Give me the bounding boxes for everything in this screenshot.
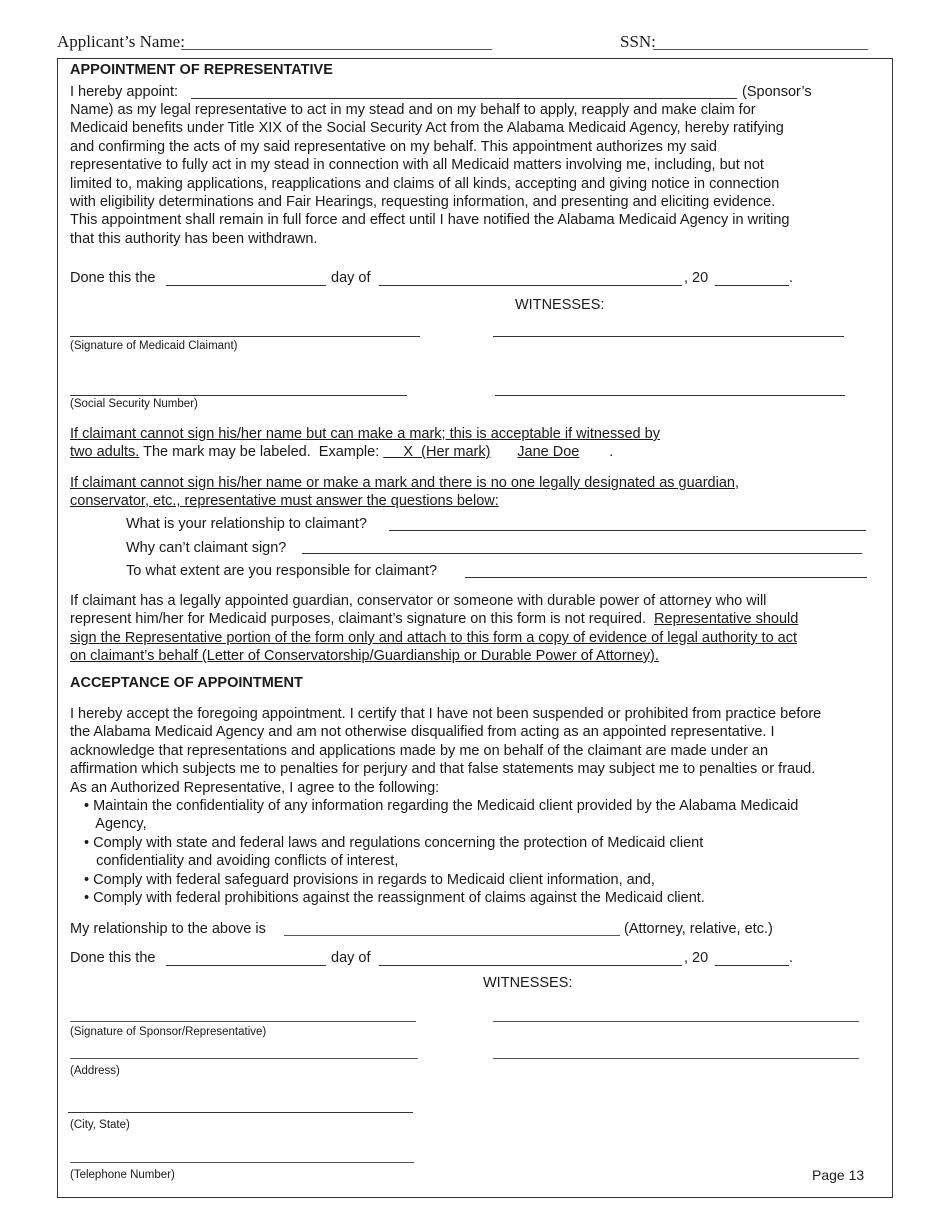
year-prefix: , 20 (684, 270, 709, 286)
guardian-line-2-plain: represent him/her for Medicaid purposes, claimant’s signature on this form is not required. (70, 611, 655, 627)
done-this-label: Done this the (70, 270, 156, 286)
mark-line-2-rest: The mark may be labeled. Example: (139, 444, 384, 460)
sponsor-signature-field[interactable] (70, 1021, 416, 1022)
relationship-answer-field[interactable] (389, 530, 866, 531)
appointment-title: APPOINTMENT OF REPRESENTATIVE (70, 62, 333, 78)
acceptance-body (70, 705, 821, 797)
acceptance-line: I hereby accept the foregoing appointment. I certify that I have not been suspended or prohibited from practice before (70, 706, 822, 722)
acceptance-line: As an Authorized Representative, I agree to the following: (70, 779, 440, 796)
example-name (517, 443, 609, 461)
question-why-cant-sign: Why can’t claimant sign? (126, 540, 287, 556)
appointment-line: that this authority has been withdrawn. (70, 230, 318, 247)
city-state-field[interactable] (68, 1112, 413, 1113)
example-name-text: Jane Doe (517, 444, 580, 460)
address-caption: (Address) (70, 1065, 120, 1077)
year-field-2[interactable] (715, 965, 789, 966)
bullet-item-cont: Agency, (84, 816, 147, 833)
telephone-field[interactable] (70, 1162, 414, 1163)
witness-1-signature-field[interactable] (493, 336, 844, 337)
acceptance-line: affirmation which subjects me to penalties for perjury and that false statements may subject me to penalties or fraud. (70, 761, 816, 778)
ssn-label: SSN: (620, 32, 656, 51)
guardian-line-4: on claimant’s behalf (Letter of Conservatorship/Guardianship or Durable Power of Attorney). (70, 648, 659, 664)
guardian-line-2-underlined: Representative should (654, 611, 799, 627)
bullet-item-cont: confidentiality and avoiding conflicts of interest, (84, 853, 399, 870)
day-of-label: day of (331, 270, 371, 286)
extent-answer-field[interactable] (465, 577, 867, 578)
appointment-line: and confirming the acts of my said representative on my behalf. This appointment authorizes my said (70, 138, 717, 155)
question-extent: To what extent are you responsible for claimant? (126, 563, 438, 579)
guardian-line-2 (70, 610, 798, 628)
why-cant-sign-field[interactable] (302, 553, 862, 554)
hereby-appoint-label: I hereby appoint: (70, 84, 179, 100)
bullet-item: • Comply with federal prohibitions against the reassignment of claims against the Medicaid client. (84, 890, 705, 907)
address-field[interactable] (70, 1058, 418, 1059)
month-field[interactable] (379, 285, 682, 286)
claimant-signature-caption: (Signature of Medicaid Claimant) (70, 340, 238, 352)
year-prefix-2: , 20 (684, 950, 709, 966)
acceptance-title: ACCEPTANCE OF APPOINTMENT (70, 675, 303, 691)
period: . (789, 270, 794, 286)
page-number: Page 13 (812, 1167, 865, 1183)
witness-3-signature-field[interactable] (493, 1021, 859, 1022)
no-guardian-line-2: conservator, etc., representative must answer the questions below: (70, 493, 499, 509)
applicant-name-label: Applicant’s Name: (57, 32, 185, 51)
relationship-suffix: (Attorney, relative, etc.) (624, 921, 773, 937)
sponsor-signature-caption: (Signature of Sponsor/Representative) (70, 1026, 267, 1038)
guardian-line-1: If claimant has a legally appointed guardian, conservator or someone with durable power of attorney who will (70, 593, 767, 609)
sponsor-name-field[interactable] (191, 98, 737, 99)
bullet-item: • Comply with federal safeguard provisions in regards to Medicaid client information, and, (84, 871, 655, 888)
witnesses-label: WITNESSES: (515, 297, 605, 313)
appointment-line: representative to fully act in my stead in connection with all Medicaid matters involving me, including, but not (70, 157, 764, 174)
claimant-signature-field[interactable] (70, 336, 420, 337)
question-relationship: What is your relationship to claimant? (126, 516, 367, 532)
guardian-line-3: sign the Representative portion of the form only and attach to this form a copy of evidence of legal authority to act (70, 630, 798, 646)
appointment-line: Name) as my legal representative to act in my stead and on my behalf to apply, reapply and make claim for (70, 102, 756, 118)
done-this-label-2: Done this the (70, 950, 156, 966)
acceptance-bullets (84, 797, 798, 907)
appointment-line: with eligibility determinations and Fair Hearings, requesting information, and presenting and eliciting evidence. (70, 194, 776, 211)
relationship-label: My relationship to the above is (70, 921, 266, 937)
day-field[interactable] (166, 285, 326, 286)
year-field[interactable] (715, 285, 789, 286)
applicant-name-field[interactable] (181, 49, 492, 50)
period-2: . (789, 950, 794, 966)
example-end: . (609, 444, 614, 460)
witnesses-label-2: WITNESSES: (483, 975, 573, 991)
appointment-line: This appointment shall remain in full force and effect until I have notified the Alabama Medicaid Agency in writing (70, 212, 790, 229)
ssn-field[interactable] (653, 49, 868, 50)
telephone-caption: (Telephone Number) (70, 1169, 175, 1181)
bullet-item: • Comply with state and federal laws and regulations concerning the protection of Medicaid client (84, 834, 704, 851)
bullet-item: • Maintain the confidentiality of any information regarding the Medicaid client provided by the Alabama Medicaid (84, 798, 799, 814)
city-state-caption: (City, State) (70, 1119, 130, 1131)
day-field-2[interactable] (166, 965, 326, 966)
day-of-label-2: day of (331, 950, 371, 966)
witness-4-signature-field[interactable] (493, 1058, 859, 1059)
no-guardian-line-1: If claimant cannot sign his/her name or make a mark and there is no one legally designated as guardian, (70, 475, 739, 491)
acceptance-line: the Alabama Medicaid Agency and am not otherwise disqualified from acting as an appointed representative. I (70, 724, 775, 741)
sponsor-suffix: (Sponsor’s (742, 84, 812, 100)
ssn-caption: (Social Security Number) (70, 398, 198, 410)
mark-line-2 (70, 443, 613, 461)
appointment-line: Medicaid benefits under Title XIX of the Social Security Act from the Alabama Medicaid Agency, hereby ratifying (70, 120, 784, 137)
example-mark-text: X (Her mark) (403, 444, 491, 460)
claimant-ssn-field[interactable] (70, 395, 407, 396)
mark-line-1: If claimant cannot sign his/her name but can make a mark; this is acceptable if witnessed by (70, 426, 660, 442)
appointment-line: limited to, making applications, reapplications and claims of all kinds, accepting and giving notice in connection (70, 175, 780, 192)
month-field-2[interactable] (379, 965, 682, 966)
acceptance-line: acknowledge that representations and applications made by me on behalf of the claimant are made under an (70, 742, 769, 759)
witness-2-signature-field[interactable] (495, 395, 845, 396)
relationship-field[interactable] (284, 935, 620, 936)
mark-two-adults: two adults. (70, 444, 140, 460)
example-mark (383, 443, 517, 461)
appointment-body (70, 101, 790, 248)
